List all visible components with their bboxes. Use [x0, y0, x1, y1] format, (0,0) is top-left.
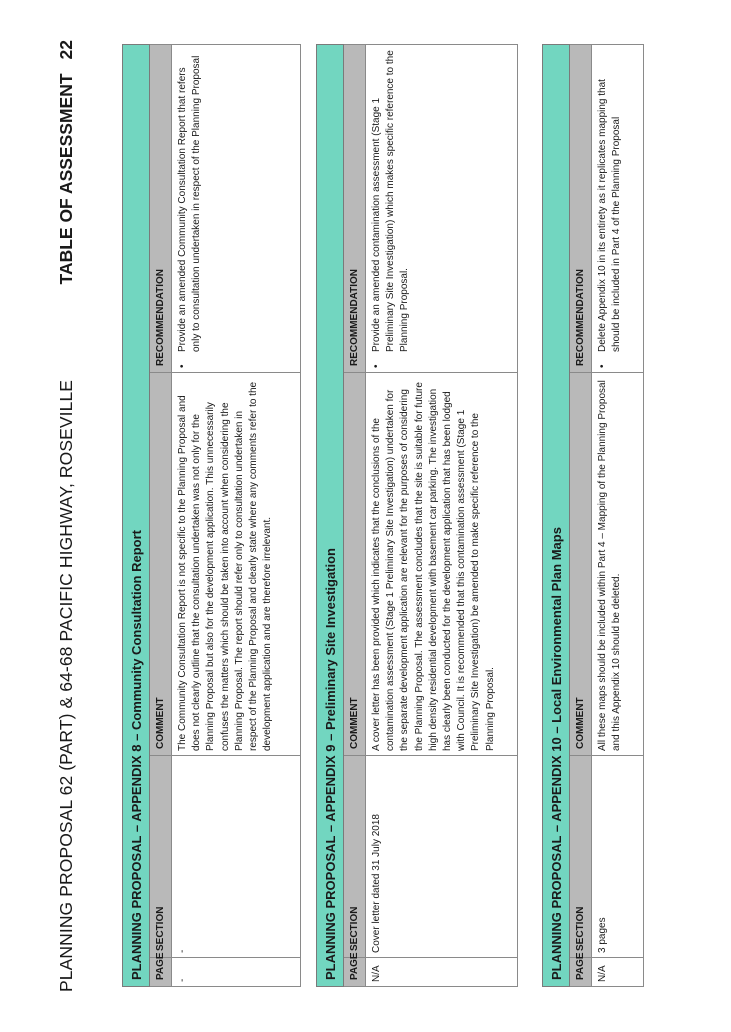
- table-title: PLANNING PROPOSAL – APPENDIX 8 – Community Consultation Report: [123, 45, 150, 987]
- cell-recommendation: [592, 44, 644, 372]
- assessment-table-appendix-8: [122, 44, 301, 987]
- cell-section: Cover letter dated 31 July 2018: [366, 756, 518, 958]
- table-title: PLANNING PROPOSAL – APPENDIX 9 – Preliminary Site Investigation: [317, 44, 344, 986]
- page-header-right: [56, 40, 77, 284]
- cell-page: -: [172, 958, 301, 987]
- cell-comment: The Community Consultation Report is not specific to the Planning Proposal and does not clearly outline that the consultation undertaken was not only for the Planning Proposal but also for the development application. This unnecessarily confuses the matters which should be taken into account when considering the Planning Proposal. The report should refer only to consultation undertaken in respect of the Planning Proposal and clearly state where any comments refer to the development application and are therefore irrelevant.: [172, 373, 301, 756]
- col-header-section: SECTION: [150, 756, 172, 958]
- col-header-page: PAGE: [570, 958, 592, 987]
- col-header-recommendation: RECOMMENDATION: [570, 44, 592, 372]
- col-header-comment: COMMENT: [344, 373, 366, 756]
- document-title: PLANNING PROPOSAL 62 (PART) & 64-68 PACIFIC HIGHWAY, ROSEVILLE: [56, 379, 76, 992]
- recommendation-text: Delete Appendix 10 in its entirety as it replicates mapping that should be included in Part 4 of the Planning Proposal: [597, 79, 623, 352]
- col-header-recommendation: RECOMMENDATION: [150, 45, 172, 373]
- bullet-icon: •: [597, 364, 608, 368]
- cell-page: N/A: [592, 958, 644, 987]
- col-header-recommendation: RECOMMENDATION: [344, 44, 366, 372]
- cell-comment: All these maps should be included within Part 4 – Mapping of the Planning Proposal and this Appendix 10 should be deleted.: [592, 373, 644, 756]
- col-header-section: SECTION: [344, 756, 366, 958]
- table-title: PLANNING PROPOSAL – APPENDIX 10 – Local Environmental Plan Maps: [543, 44, 570, 986]
- bullet-icon: •: [177, 364, 188, 368]
- cell-recommendation: [366, 44, 518, 372]
- assessment-table-appendix-10: [542, 44, 644, 987]
- recommendation-text: Provide an amended Community Consultation Report that refers only to consultation undertaken in respect of the Planning Proposal: [177, 55, 203, 352]
- cell-section: -: [172, 756, 301, 958]
- cell-section: 3 pages: [592, 756, 644, 958]
- col-header-comment: COMMENT: [150, 373, 172, 756]
- section-title: TABLE OF ASSESSMENT: [56, 73, 76, 285]
- col-header-page: PAGE: [150, 958, 172, 987]
- cell-comment: A cover letter has been provided which indicates that the conclusions of the contamination assessment (Stage 1 Preliminary Site Investigation) undertaken for the separate development application are relevant for the purposes of considering the Planning Proposal. The assessment concludes that the site is suitable for future high density residential development with basement car parking. The investigation has clearly been conducted for the development application that has been lodged with Council. It is recommended that this contamination assessment (Stage 1 Preliminary Site Investigation) be amended to make specific reference to the Planning Proposal.: [366, 373, 518, 756]
- cell-page: N/A: [366, 958, 518, 987]
- bullet-icon: •: [371, 364, 382, 368]
- cell-recommendation: [172, 45, 301, 373]
- col-header-page: PAGE: [344, 958, 366, 987]
- page-number: 22: [56, 40, 76, 60]
- recommendation-text: Provide an amended contamination assessment (Stage 1 Preliminary Site Investigation) which makes specific reference to the Planning Proposal.: [371, 50, 411, 352]
- col-header-comment: COMMENT: [570, 373, 592, 756]
- col-header-section: SECTION: [570, 756, 592, 958]
- assessment-table-appendix-9: [316, 44, 518, 987]
